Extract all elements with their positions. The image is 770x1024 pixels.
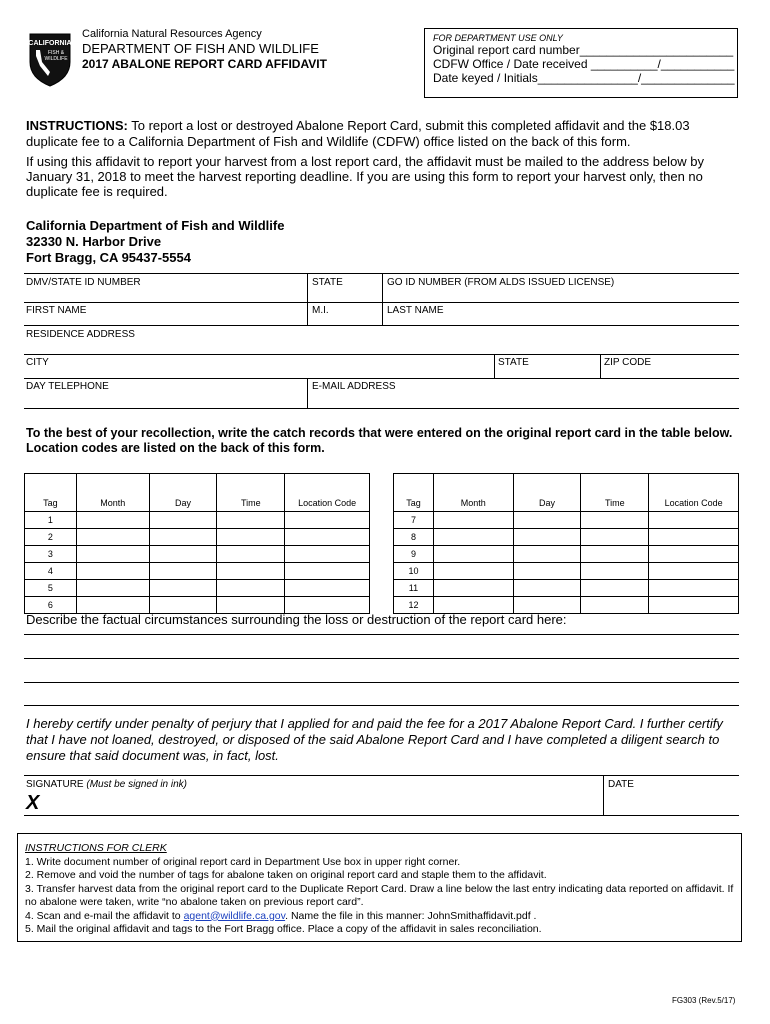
residence-address-field[interactable]: RESIDENCE ADDRESS bbox=[26, 329, 135, 340]
state-field[interactable]: STATE bbox=[312, 277, 343, 288]
agent-email-link[interactable]: agent@wildlife.ca.gov bbox=[183, 909, 286, 922]
logo-text-2: FISH & bbox=[47, 50, 65, 56]
logo-text-3: WILDLIFE bbox=[44, 56, 68, 62]
certification-statement: I hereby certify under penalty of perjury that I applied for and paid the fee for a 2017 Abalone Report Card. I further certify that I have not loaned, destroyed, or disposed of the said Abalone Report Card and I have completed a diligent search to ensure that said document was, in fact, lost. bbox=[26, 716, 723, 763]
location-code-cell[interactable] bbox=[285, 529, 370, 546]
location-code-cell[interactable] bbox=[285, 597, 370, 614]
office-date-received-field[interactable]: CDFW Office / Date received __________/___________ bbox=[433, 57, 735, 71]
instructions-paragraph-2: If using this affidavit to report your harvest from a lost report card, the affidavit must be mailed to the address below by January 31, 2018 to meet the harvest reporting deadline. If you are using this form to report your harvest only, then no duplicate fee is required. bbox=[26, 154, 705, 199]
location-code-cell[interactable] bbox=[649, 563, 739, 580]
time-cell[interactable] bbox=[581, 546, 649, 563]
header-day: Day bbox=[513, 474, 581, 512]
time-cell[interactable] bbox=[217, 597, 285, 614]
clerk-instruction-2: 2. Remove and void the number of tags for abalone taken on original report card and staple them to the affidavit. bbox=[25, 869, 547, 881]
signature-note: (Must be signed in ink) bbox=[86, 779, 187, 790]
day-cell[interactable] bbox=[513, 512, 581, 529]
department-use-box bbox=[424, 28, 738, 98]
form-number: FG303 (Rev.5/17) bbox=[672, 996, 736, 1005]
signature-mark: X bbox=[26, 792, 40, 814]
day-cell[interactable] bbox=[513, 597, 581, 614]
day-cell[interactable] bbox=[149, 529, 217, 546]
time-cell[interactable] bbox=[581, 563, 649, 580]
location-code-cell[interactable] bbox=[285, 580, 370, 597]
tag-number: 12 bbox=[394, 597, 434, 614]
location-code-cell[interactable] bbox=[649, 597, 739, 614]
location-code-cell[interactable] bbox=[649, 546, 739, 563]
clerk-instructions-heading: INSTRUCTIONS FOR CLERK bbox=[25, 842, 167, 854]
department-name: DEPARTMENT OF FISH AND WILDLIFE bbox=[82, 41, 319, 56]
clerk-instruction-5: 5. Mail the original affidavit and tags to the Fort Bragg office. Place a copy of the affidavit in sales reconciliation. bbox=[25, 923, 542, 935]
divider bbox=[24, 378, 739, 379]
month-cell[interactable] bbox=[76, 529, 149, 546]
divider bbox=[307, 378, 308, 408]
time-cell[interactable] bbox=[581, 512, 649, 529]
location-code-cell[interactable] bbox=[649, 529, 739, 546]
catch-table-right bbox=[393, 473, 739, 614]
header-location-code: Location Code bbox=[285, 474, 370, 512]
divider bbox=[24, 325, 739, 326]
day-cell[interactable] bbox=[149, 546, 217, 563]
signature-label: SIGNATURE bbox=[26, 779, 84, 790]
middle-initial-field[interactable]: M.I. bbox=[312, 305, 329, 316]
clerk-instruction-4-pre: 4. Scan and e-mail the affidavit to bbox=[25, 909, 184, 922]
day-cell[interactable] bbox=[513, 546, 581, 563]
divider bbox=[24, 354, 739, 355]
header-month: Month bbox=[76, 474, 149, 512]
header-location-code: Location Code bbox=[649, 474, 739, 512]
tag-number: 1 bbox=[25, 512, 77, 529]
state-field-2[interactable]: STATE bbox=[498, 357, 529, 368]
city-field[interactable]: CITY bbox=[26, 357, 49, 368]
month-cell[interactable] bbox=[76, 563, 149, 580]
instructions-label: INSTRUCTIONS: bbox=[26, 118, 128, 133]
clerk-instruction-1: 1. Write document number of original report card in Department Use box in upper right corner. bbox=[25, 855, 461, 868]
describe-line-3[interactable] bbox=[24, 682, 739, 683]
day-cell[interactable] bbox=[149, 563, 217, 580]
time-cell[interactable] bbox=[217, 529, 285, 546]
month-cell[interactable] bbox=[433, 580, 513, 597]
last-name-field[interactable]: LAST NAME bbox=[387, 305, 444, 316]
tag-number: 9 bbox=[394, 546, 434, 563]
header-tag: Tag bbox=[394, 474, 434, 512]
describe-line-4[interactable] bbox=[24, 705, 739, 706]
clerk-instructions-box bbox=[17, 833, 742, 942]
month-cell[interactable] bbox=[76, 597, 149, 614]
first-name-field[interactable]: FIRST NAME bbox=[26, 305, 87, 316]
instructions-paragraph bbox=[26, 118, 736, 150]
address-line-2: 32330 N. Harbor Drive bbox=[26, 234, 162, 249]
divider bbox=[600, 354, 601, 378]
department-use-caption: FOR DEPARTMENT USE ONLY bbox=[433, 33, 563, 43]
header-day: Day bbox=[149, 474, 217, 512]
describe-line-1[interactable] bbox=[24, 634, 739, 635]
logo-text-1: CALIFORNIA bbox=[28, 40, 72, 47]
header-tag: Tag bbox=[25, 474, 77, 512]
tag-number: 11 bbox=[394, 580, 434, 597]
month-cell[interactable] bbox=[433, 546, 513, 563]
day-cell[interactable] bbox=[513, 529, 581, 546]
time-cell[interactable] bbox=[581, 580, 649, 597]
day-telephone-field[interactable]: DAY TELEPHONE bbox=[26, 381, 109, 392]
location-code-cell[interactable] bbox=[649, 512, 739, 529]
mailing-address bbox=[26, 218, 284, 266]
tag-number: 10 bbox=[394, 563, 434, 580]
day-cell[interactable] bbox=[149, 512, 217, 529]
zip-code-field[interactable]: ZIP CODE bbox=[604, 357, 652, 368]
signature-field[interactable] bbox=[26, 779, 187, 790]
time-cell[interactable] bbox=[217, 580, 285, 597]
tag-number: 2 bbox=[25, 529, 77, 546]
time-cell[interactable] bbox=[217, 546, 285, 563]
month-cell[interactable] bbox=[433, 597, 513, 614]
agency-name: California Natural Resources Agency bbox=[82, 28, 262, 40]
divider bbox=[382, 273, 383, 325]
dmv-id-field[interactable]: DMV/STATE ID NUMBER bbox=[26, 277, 141, 288]
tag-number: 4 bbox=[25, 563, 77, 580]
form-title: 2017 ABALONE REPORT CARD AFFIDAVIT bbox=[82, 57, 327, 71]
date-field[interactable]: DATE bbox=[608, 779, 634, 790]
divider bbox=[307, 273, 308, 325]
divider bbox=[603, 775, 604, 815]
divider bbox=[24, 815, 739, 816]
day-cell[interactable] bbox=[513, 580, 581, 597]
divider bbox=[494, 354, 495, 378]
location-code-cell[interactable] bbox=[649, 580, 739, 597]
month-cell[interactable] bbox=[433, 563, 513, 580]
tag-number: 3 bbox=[25, 546, 77, 563]
address-line-3: Fort Bragg, CA 95437-5554 bbox=[26, 250, 191, 265]
instructions-text: To report a lost or destroyed Abalone Report Card, submit this completed affidavit and the $18.03 duplicate fee to a California Department of Fish and Wildlife (CDFW) office listed on the back of this form. bbox=[26, 118, 690, 149]
address-line-1: California Department of Fish and Wildlife bbox=[26, 218, 285, 233]
cdfw-logo-icon bbox=[26, 32, 74, 88]
divider bbox=[24, 775, 739, 776]
month-cell[interactable] bbox=[433, 512, 513, 529]
clerk-instruction-4 bbox=[25, 910, 734, 924]
email-address-field[interactable]: E-MAIL ADDRESS bbox=[312, 381, 396, 392]
describe-label: Describe the factual circumstances surrounding the loss or destruction of the report card here: bbox=[26, 612, 567, 627]
go-id-field[interactable]: GO ID NUMBER (FROM ALDS ISSUED LICENSE) bbox=[387, 277, 615, 288]
catch-instructions: To the best of your recollection, write the catch records that were entered on the original report card in the table below. Location codes are listed on the back of this form. bbox=[26, 426, 733, 455]
tag-number: 6 bbox=[25, 597, 77, 614]
header-month: Month bbox=[433, 474, 513, 512]
month-cell[interactable] bbox=[76, 512, 149, 529]
describe-line-2[interactable] bbox=[24, 658, 739, 659]
original-card-number-field[interactable]: Original report card number_______________________ bbox=[433, 43, 734, 57]
day-cell[interactable] bbox=[149, 597, 217, 614]
day-cell[interactable] bbox=[513, 563, 581, 580]
date-keyed-initials-field[interactable]: Date keyed / Initials_______________/______________ bbox=[433, 71, 735, 85]
location-code-cell[interactable] bbox=[285, 546, 370, 563]
tag-number: 5 bbox=[25, 580, 77, 597]
location-code-cell[interactable] bbox=[285, 563, 370, 580]
header-time: Time bbox=[217, 474, 285, 512]
location-code-cell[interactable] bbox=[285, 512, 370, 529]
time-cell[interactable] bbox=[217, 563, 285, 580]
clerk-instruction-4-post: . Name the file in this manner: JohnSmithaffidavit.pdf . bbox=[285, 909, 537, 922]
time-cell[interactable] bbox=[581, 597, 649, 614]
header-time: Time bbox=[581, 474, 649, 512]
month-cell[interactable] bbox=[76, 546, 149, 563]
catch-table-left bbox=[24, 473, 370, 614]
tag-number: 7 bbox=[394, 512, 434, 529]
clerk-instruction-3: 3. Transfer harvest data from the original report card to the Duplicate Report Card. Draw a line below the last entry indicating data reported on affidavit. If no abalone were taken, write “no abalone taken on previous report card”. bbox=[25, 882, 734, 908]
day-cell[interactable] bbox=[149, 580, 217, 597]
tag-number: 8 bbox=[394, 529, 434, 546]
divider bbox=[24, 408, 739, 409]
month-cell[interactable] bbox=[76, 580, 149, 597]
time-cell[interactable] bbox=[581, 529, 649, 546]
time-cell[interactable] bbox=[217, 512, 285, 529]
month-cell[interactable] bbox=[433, 529, 513, 546]
